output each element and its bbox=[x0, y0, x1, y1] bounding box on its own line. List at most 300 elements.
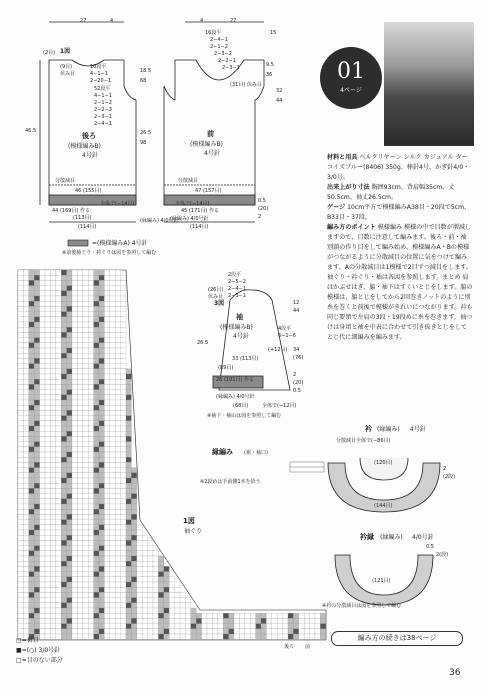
chart-cell bbox=[104, 520, 109, 525]
chart-cell bbox=[40, 332, 45, 337]
chart-cell bbox=[121, 306, 126, 311]
chart-cell bbox=[61, 322, 66, 327]
chart-cell bbox=[61, 280, 66, 285]
chart-cell bbox=[218, 618, 223, 623]
chart-cell bbox=[148, 592, 153, 597]
chart-cell bbox=[104, 338, 109, 343]
chart-cell bbox=[72, 530, 77, 535]
chart-cell bbox=[18, 358, 23, 363]
chart-cell bbox=[94, 468, 99, 473]
chart-cell bbox=[18, 530, 23, 535]
chart-cell bbox=[283, 613, 288, 618]
chart-title: 1図 bbox=[183, 517, 195, 525]
chart-cell bbox=[40, 275, 45, 280]
chart-cell bbox=[164, 613, 169, 618]
chart-cell bbox=[94, 478, 99, 483]
chart-cell bbox=[40, 369, 45, 374]
chart-cell bbox=[94, 353, 99, 358]
chart-cell bbox=[104, 353, 109, 358]
chart-cell bbox=[61, 488, 66, 493]
chart-cell bbox=[88, 400, 93, 405]
chart-cell bbox=[72, 598, 77, 603]
chart-cell bbox=[88, 598, 93, 603]
chart-cell bbox=[18, 504, 23, 509]
chart-cell bbox=[29, 296, 34, 301]
chart-cell bbox=[61, 566, 66, 571]
chart-cell bbox=[137, 535, 142, 540]
chart-cell bbox=[131, 556, 136, 561]
chart-cell bbox=[142, 561, 147, 566]
chart-cell bbox=[99, 608, 104, 613]
chart-cell bbox=[61, 494, 66, 499]
chart-cell bbox=[29, 483, 34, 488]
back-hem-pattern: 44 (169目) 作る bbox=[52, 208, 90, 214]
chart-cell bbox=[72, 540, 77, 545]
chart-cell bbox=[34, 416, 39, 421]
sleeve-dim-6: 0.5 bbox=[293, 388, 301, 394]
chart-cell bbox=[121, 499, 126, 504]
chart-cell bbox=[50, 488, 55, 493]
chart-cell bbox=[304, 613, 309, 618]
chart-cell bbox=[83, 384, 88, 389]
chart-cell bbox=[50, 598, 55, 603]
chart-cell bbox=[110, 468, 115, 473]
chart-cell bbox=[61, 348, 66, 353]
chart-cell bbox=[29, 624, 34, 629]
chart-cell bbox=[121, 436, 126, 441]
chart-cell bbox=[29, 618, 34, 623]
chart-cell bbox=[23, 535, 28, 540]
chart-cell bbox=[94, 301, 99, 306]
chart-cell bbox=[110, 556, 115, 561]
chart-cell bbox=[34, 421, 39, 426]
chart-cell bbox=[72, 634, 77, 639]
chart-cell bbox=[34, 405, 39, 410]
chart-cell bbox=[94, 426, 99, 431]
chart-cell bbox=[83, 348, 88, 353]
chart-cell bbox=[45, 384, 50, 389]
chart-sub: 袖ぐり bbox=[184, 528, 203, 535]
edging-sub: (裾・袖口) bbox=[244, 450, 268, 456]
chart-cell bbox=[29, 384, 34, 389]
chart-cell bbox=[77, 447, 82, 452]
chart-cell bbox=[34, 624, 39, 629]
chart-cell bbox=[77, 551, 82, 556]
chart-cell bbox=[56, 514, 61, 519]
chart-cell bbox=[169, 629, 174, 634]
chart-cell bbox=[126, 624, 131, 629]
chart-cell bbox=[218, 624, 223, 629]
chart-cell bbox=[29, 436, 34, 441]
chart-cell bbox=[67, 634, 72, 639]
legend-text-purl: =裏目 bbox=[21, 637, 39, 644]
front-side-dim-3: 44 bbox=[276, 98, 283, 104]
chart-cell bbox=[72, 556, 77, 561]
chart-cell bbox=[40, 395, 45, 400]
chart-cell bbox=[29, 546, 34, 551]
chart-cell bbox=[121, 546, 126, 551]
chart-cell bbox=[115, 343, 120, 348]
chart-cell bbox=[18, 494, 23, 499]
chart-cell bbox=[104, 504, 109, 509]
chart-cell bbox=[29, 514, 34, 519]
chart-cell bbox=[169, 587, 174, 592]
chart-cell bbox=[126, 416, 131, 421]
chart-cell bbox=[77, 291, 82, 296]
chart-cell bbox=[34, 551, 39, 556]
chart-cell bbox=[88, 535, 93, 540]
chart-cell bbox=[23, 598, 28, 603]
chart-cell bbox=[142, 556, 147, 561]
chart-cell bbox=[77, 504, 82, 509]
chart-cell bbox=[50, 400, 55, 405]
chart-cell bbox=[29, 520, 34, 525]
back-neck-label: (2目) bbox=[43, 50, 56, 56]
chart-cell bbox=[191, 608, 196, 613]
chart-cell bbox=[99, 374, 104, 379]
chart-cell bbox=[99, 280, 104, 285]
chart-cell bbox=[40, 587, 45, 592]
chart-cell bbox=[61, 577, 66, 582]
chart-cell bbox=[50, 348, 55, 353]
chart-cell bbox=[110, 499, 115, 504]
chart-cell bbox=[99, 540, 104, 545]
chart-cell bbox=[104, 499, 109, 504]
chart-cell bbox=[29, 306, 34, 311]
chart-cell bbox=[99, 478, 104, 483]
chart-cell bbox=[18, 400, 23, 405]
chart-cell bbox=[45, 421, 50, 426]
chart-cell bbox=[29, 343, 34, 348]
chart-cell bbox=[121, 410, 126, 415]
back-title: 後ろ bbox=[82, 132, 96, 140]
chart-cell bbox=[94, 364, 99, 369]
chart-cell bbox=[18, 582, 23, 587]
chart-cell bbox=[99, 488, 104, 493]
chart-cell bbox=[34, 577, 39, 582]
chart-cell bbox=[104, 468, 109, 473]
chart-cell bbox=[45, 338, 50, 343]
chart-cell bbox=[67, 447, 72, 452]
chart-cell bbox=[34, 613, 39, 618]
chart-cell bbox=[56, 462, 61, 467]
chart-cell bbox=[164, 577, 169, 582]
chart-cell bbox=[310, 613, 315, 618]
chart-cell bbox=[67, 338, 72, 343]
chart-cell bbox=[34, 483, 39, 488]
chart-cell bbox=[99, 577, 104, 582]
chart-cell bbox=[158, 618, 163, 623]
chart-cell bbox=[83, 421, 88, 426]
chart-cell bbox=[45, 301, 50, 306]
chart-cell bbox=[121, 291, 126, 296]
chart-cell bbox=[207, 624, 212, 629]
chart-cell bbox=[77, 520, 82, 525]
chart-cell bbox=[104, 514, 109, 519]
chart-cell bbox=[115, 431, 120, 436]
chart-cell bbox=[288, 624, 293, 629]
chart-cell bbox=[104, 436, 109, 441]
chart-cell bbox=[115, 546, 120, 551]
chart-cell bbox=[50, 405, 55, 410]
chart-cell bbox=[180, 608, 185, 613]
back-top-width: 27 bbox=[80, 18, 87, 24]
chart-cell bbox=[61, 369, 66, 374]
chart-cell bbox=[50, 410, 55, 415]
chart-cell bbox=[34, 468, 39, 473]
chart-cell bbox=[77, 546, 82, 551]
sleeve-dim-5: (20) bbox=[293, 380, 304, 386]
front-side-dim-5: (20) bbox=[258, 206, 269, 212]
chart-cell bbox=[126, 431, 131, 436]
chart-cell bbox=[115, 514, 120, 519]
chart-cell bbox=[99, 421, 104, 426]
chart-cell bbox=[77, 301, 82, 306]
chart-cell bbox=[29, 400, 34, 405]
chart-cell bbox=[121, 275, 126, 280]
chart-cell bbox=[115, 301, 120, 306]
chart-cell bbox=[50, 572, 55, 577]
front-needle: 4号針 bbox=[204, 150, 220, 157]
chart-cell bbox=[115, 608, 120, 613]
chart-cell bbox=[110, 629, 115, 634]
chart-cell bbox=[61, 317, 66, 322]
chart-cell bbox=[34, 546, 39, 551]
chart-cell bbox=[131, 587, 136, 592]
chart-cell bbox=[72, 473, 77, 478]
chart-cell bbox=[83, 379, 88, 384]
chart-cell bbox=[110, 634, 115, 639]
chart-cell bbox=[18, 374, 23, 379]
chart-cell bbox=[299, 613, 304, 618]
chart-cell bbox=[202, 613, 207, 618]
chart-cell bbox=[23, 312, 28, 317]
chart-cell bbox=[121, 624, 126, 629]
chart-cell bbox=[50, 582, 55, 587]
chart-cell bbox=[158, 629, 163, 634]
chart-cell bbox=[164, 592, 169, 597]
chart-cell bbox=[121, 629, 126, 634]
chart-cell bbox=[99, 353, 104, 358]
chart-cell bbox=[94, 395, 99, 400]
chart-cell bbox=[50, 504, 55, 509]
chart-cell bbox=[234, 624, 239, 629]
chart-cell bbox=[40, 374, 45, 379]
chart-cell bbox=[99, 317, 104, 322]
chart-cell bbox=[110, 395, 115, 400]
chart-cell bbox=[61, 535, 66, 540]
chart-cell bbox=[29, 286, 34, 291]
chart-cell bbox=[83, 473, 88, 478]
chart-cell bbox=[110, 306, 115, 311]
chart-cell bbox=[72, 410, 77, 415]
chart-cell bbox=[18, 410, 23, 415]
chart-cell bbox=[34, 327, 39, 332]
chart-cell bbox=[315, 618, 320, 623]
chart-cell bbox=[67, 358, 72, 363]
chart-cell bbox=[23, 582, 28, 587]
chart-cell bbox=[94, 431, 99, 436]
chart-cell bbox=[158, 592, 163, 597]
chart-cell bbox=[67, 509, 72, 514]
chart-cell bbox=[121, 312, 126, 317]
chart-cell bbox=[137, 556, 142, 561]
chart-cell bbox=[29, 317, 34, 322]
chart-cell bbox=[50, 613, 55, 618]
chart-cell bbox=[104, 379, 109, 384]
chart-cell bbox=[67, 379, 72, 384]
chart-cell bbox=[45, 540, 50, 545]
chart-cell bbox=[56, 348, 61, 353]
chart-cell bbox=[29, 358, 34, 363]
chart-cell bbox=[94, 416, 99, 421]
chart-cell bbox=[83, 395, 88, 400]
chart-cell bbox=[83, 546, 88, 551]
badge-page-ref: 4ページ bbox=[340, 87, 362, 94]
chart-cell bbox=[61, 572, 66, 577]
chart-cell bbox=[77, 348, 82, 353]
chart-cell bbox=[18, 421, 23, 426]
chart-cell bbox=[121, 613, 126, 618]
chart-cell bbox=[34, 322, 39, 327]
chart-cell bbox=[23, 520, 28, 525]
sleeve-side-0: (26目) bbox=[208, 287, 224, 293]
chart-label-back: 後ろ bbox=[284, 644, 295, 650]
chart-cell bbox=[45, 327, 50, 332]
chart-cell bbox=[88, 613, 93, 618]
chart-cell bbox=[131, 582, 136, 587]
chart-cell bbox=[83, 442, 88, 447]
chart-cell bbox=[99, 598, 104, 603]
chart-cell bbox=[56, 395, 61, 400]
chart-cell bbox=[34, 270, 39, 275]
chart-cell bbox=[202, 634, 207, 639]
chart-cell bbox=[50, 332, 55, 337]
back-dist-dec: 分散減目 bbox=[55, 178, 76, 184]
chart-cell bbox=[56, 634, 61, 639]
chart-cell bbox=[207, 618, 212, 623]
chart-cell bbox=[180, 624, 185, 629]
chart-cell bbox=[40, 436, 45, 441]
chart-cell bbox=[18, 535, 23, 540]
chart-cell bbox=[67, 431, 72, 436]
chart-cell bbox=[34, 436, 39, 441]
chart-cell bbox=[83, 488, 88, 493]
chart-cell bbox=[94, 286, 99, 291]
chart-cell bbox=[158, 577, 163, 582]
chart-cell bbox=[115, 280, 120, 285]
back-dim-0: 18.5 bbox=[140, 68, 152, 74]
chart-cell bbox=[34, 343, 39, 348]
chart-cell bbox=[61, 530, 66, 535]
chart-cell bbox=[23, 317, 28, 322]
chart-cell bbox=[110, 577, 115, 582]
chart-cell bbox=[121, 390, 126, 395]
chart-cell bbox=[110, 291, 115, 296]
chart-cell bbox=[104, 566, 109, 571]
chart-cell bbox=[110, 572, 115, 577]
chart-cell bbox=[56, 358, 61, 363]
chart-cell bbox=[131, 468, 136, 473]
chart-cell bbox=[77, 452, 82, 457]
chart-cell bbox=[50, 468, 55, 473]
chart-cell bbox=[29, 504, 34, 509]
chart-cell bbox=[99, 436, 104, 441]
chart-cell bbox=[56, 384, 61, 389]
chart-cell bbox=[45, 353, 50, 358]
chart-cell bbox=[234, 613, 239, 618]
chart-cell bbox=[34, 374, 39, 379]
chart-cell bbox=[115, 400, 120, 405]
chart-cell bbox=[67, 618, 72, 623]
chart-cell bbox=[310, 618, 315, 623]
chart-cell bbox=[45, 312, 50, 317]
chart-cell bbox=[88, 390, 93, 395]
chart-cell bbox=[94, 343, 99, 348]
chart-cell bbox=[164, 634, 169, 639]
chart-cell bbox=[72, 509, 77, 514]
chart-cell bbox=[88, 634, 93, 639]
chart-cell bbox=[126, 551, 131, 556]
chart-cell bbox=[277, 624, 282, 629]
chart-cell bbox=[212, 629, 217, 634]
chart-cell bbox=[99, 405, 104, 410]
chart-cell bbox=[29, 462, 34, 467]
chart-cell bbox=[94, 421, 99, 426]
chart-cell bbox=[29, 452, 34, 457]
chart-cell bbox=[18, 556, 23, 561]
back-shoulder: 4 bbox=[110, 18, 114, 24]
chart-cell bbox=[40, 462, 45, 467]
chart-cell bbox=[126, 520, 131, 525]
chart-cell bbox=[304, 618, 309, 623]
chart-cell bbox=[67, 608, 72, 613]
chart-cell bbox=[72, 520, 77, 525]
chart-cell bbox=[56, 353, 61, 358]
chart-cell bbox=[56, 608, 61, 613]
chart-cell bbox=[212, 618, 217, 623]
chart-cell bbox=[115, 457, 120, 462]
chart-cell bbox=[29, 530, 34, 535]
chart-cell bbox=[142, 540, 147, 545]
chart-cell bbox=[180, 618, 185, 623]
chart-cell bbox=[239, 618, 244, 623]
chart-cell bbox=[45, 582, 50, 587]
chart-cell bbox=[83, 332, 88, 337]
chart-cell bbox=[77, 421, 82, 426]
chart-cell bbox=[56, 530, 61, 535]
chart-cell bbox=[88, 312, 93, 317]
chart-cell bbox=[34, 286, 39, 291]
chart-cell bbox=[110, 587, 115, 592]
chart-cell bbox=[283, 624, 288, 629]
chart-cell bbox=[185, 613, 190, 618]
chart-cell bbox=[34, 358, 39, 363]
chart-cell bbox=[56, 379, 61, 384]
chart-cell bbox=[94, 473, 99, 478]
chart-cell bbox=[61, 520, 66, 525]
chart-cell bbox=[137, 603, 142, 608]
chart-cell bbox=[56, 442, 61, 447]
chart-cell bbox=[115, 504, 120, 509]
chart-cell bbox=[104, 369, 109, 374]
chart-cell bbox=[50, 390, 55, 395]
chart-cell bbox=[288, 634, 293, 639]
chart-cell bbox=[56, 504, 61, 509]
chart-cell bbox=[153, 613, 158, 618]
chart-cell bbox=[104, 301, 109, 306]
chart-cell bbox=[131, 504, 136, 509]
